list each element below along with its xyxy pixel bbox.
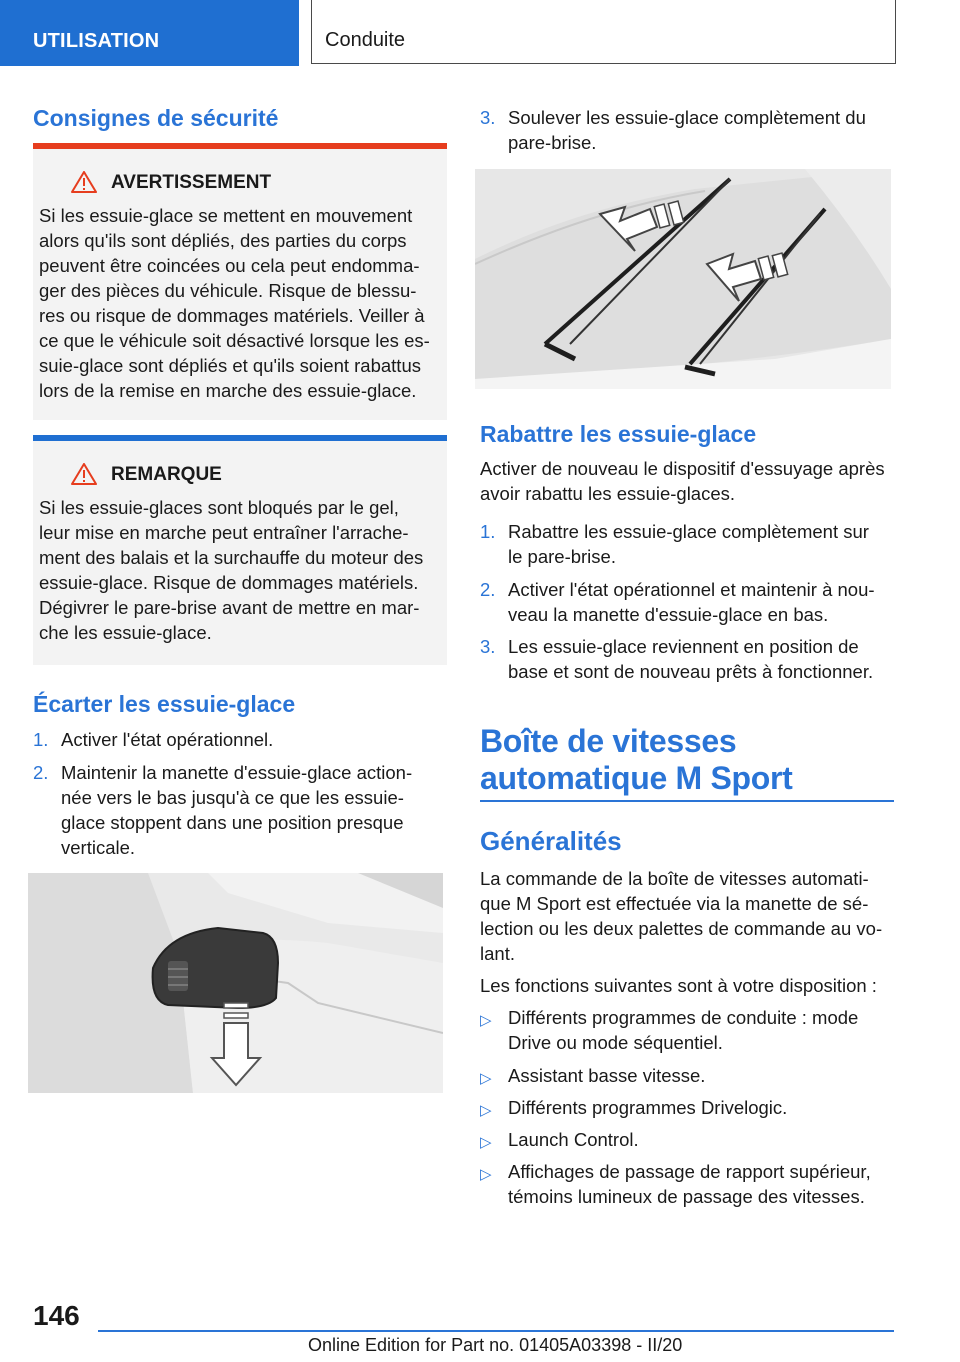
gearbox-title: Boîte de vitesses automatique M Sport — [480, 723, 793, 796]
section-tab — [0, 0, 299, 66]
fold-out-heading: Écarter les essuie-glace — [33, 691, 296, 717]
functions-intro: Les fonctions suivantes sont à votre disposition : — [480, 975, 877, 996]
warning-title: AVERTISSEMENT — [111, 172, 272, 193]
remark-title: REMARQUE — [111, 464, 222, 485]
fold-back-heading: Rabattre les essuie-glace — [480, 421, 757, 447]
safety-heading: Consignes de sécurité — [33, 105, 279, 131]
section-label: UTILISATION — [33, 30, 160, 52]
footer-edition: Online Edition for Part no. 01405A03398 - II/20 — [308, 1335, 683, 1355]
footer-rule — [98, 1330, 894, 1332]
warning-triangle-icon — [71, 463, 97, 485]
warning-bar — [33, 143, 447, 149]
title-underline — [480, 800, 894, 802]
general-text: La commande de la boîte de vitesses automati- que M Sport est effectuée via la manette de sé- lection ou les deux palettes de commande au vo- lant. — [480, 868, 883, 964]
remark-text: Si les essuie-glaces sont bloqués par le gel, leur mise en marche peut entraîner l'arrache- ment des balais et la surchauffe du moteur des essuie-glace. Risque de dommages matériels. Dégivrer le pare-brise avant de mettre en mar- che les essuie-glace. — [39, 497, 424, 643]
page-number: 146 — [33, 1300, 80, 1331]
chapter-box — [311, 0, 896, 64]
triangle-bullet-icon: ▷ — [480, 1134, 492, 1151]
triangle-bullet-icon: ▷ — [480, 1070, 492, 1087]
remark-bar — [33, 435, 447, 441]
remark-box — [33, 435, 447, 665]
warning-text: Si les essuie-glace se mettent en mouvement alors qu'ils sont dépliés, des parties du corps peuvent être coincées ou cela peut endomma- ger des pièces du véhicule. Risque de blessu- res ou risque de dommages matériels. Veiller à ce que le véhicule soit désactivé lorsque les es- suie-glace sont dépliés et qu'ils soient rabattus lors de la remise en marche des essuie-glace. — [39, 205, 430, 401]
fold-back-intro: Activer de nouveau le dispositif d'essuyage après avoir rabattu les essuie-glaces. — [480, 458, 885, 504]
windshield-wipers-illustration — [475, 169, 891, 389]
general-heading: Généralités — [480, 826, 622, 856]
warning-box — [33, 143, 447, 420]
chapter-label: Conduite — [325, 29, 406, 51]
wiper-lever-illustration — [28, 873, 443, 1093]
triangle-bullet-icon: ▷ — [480, 1102, 492, 1119]
triangle-bullet-icon: ▷ — [480, 1166, 492, 1183]
triangle-bullet-icon: ▷ — [480, 1012, 492, 1029]
warning-triangle-icon — [71, 171, 97, 193]
